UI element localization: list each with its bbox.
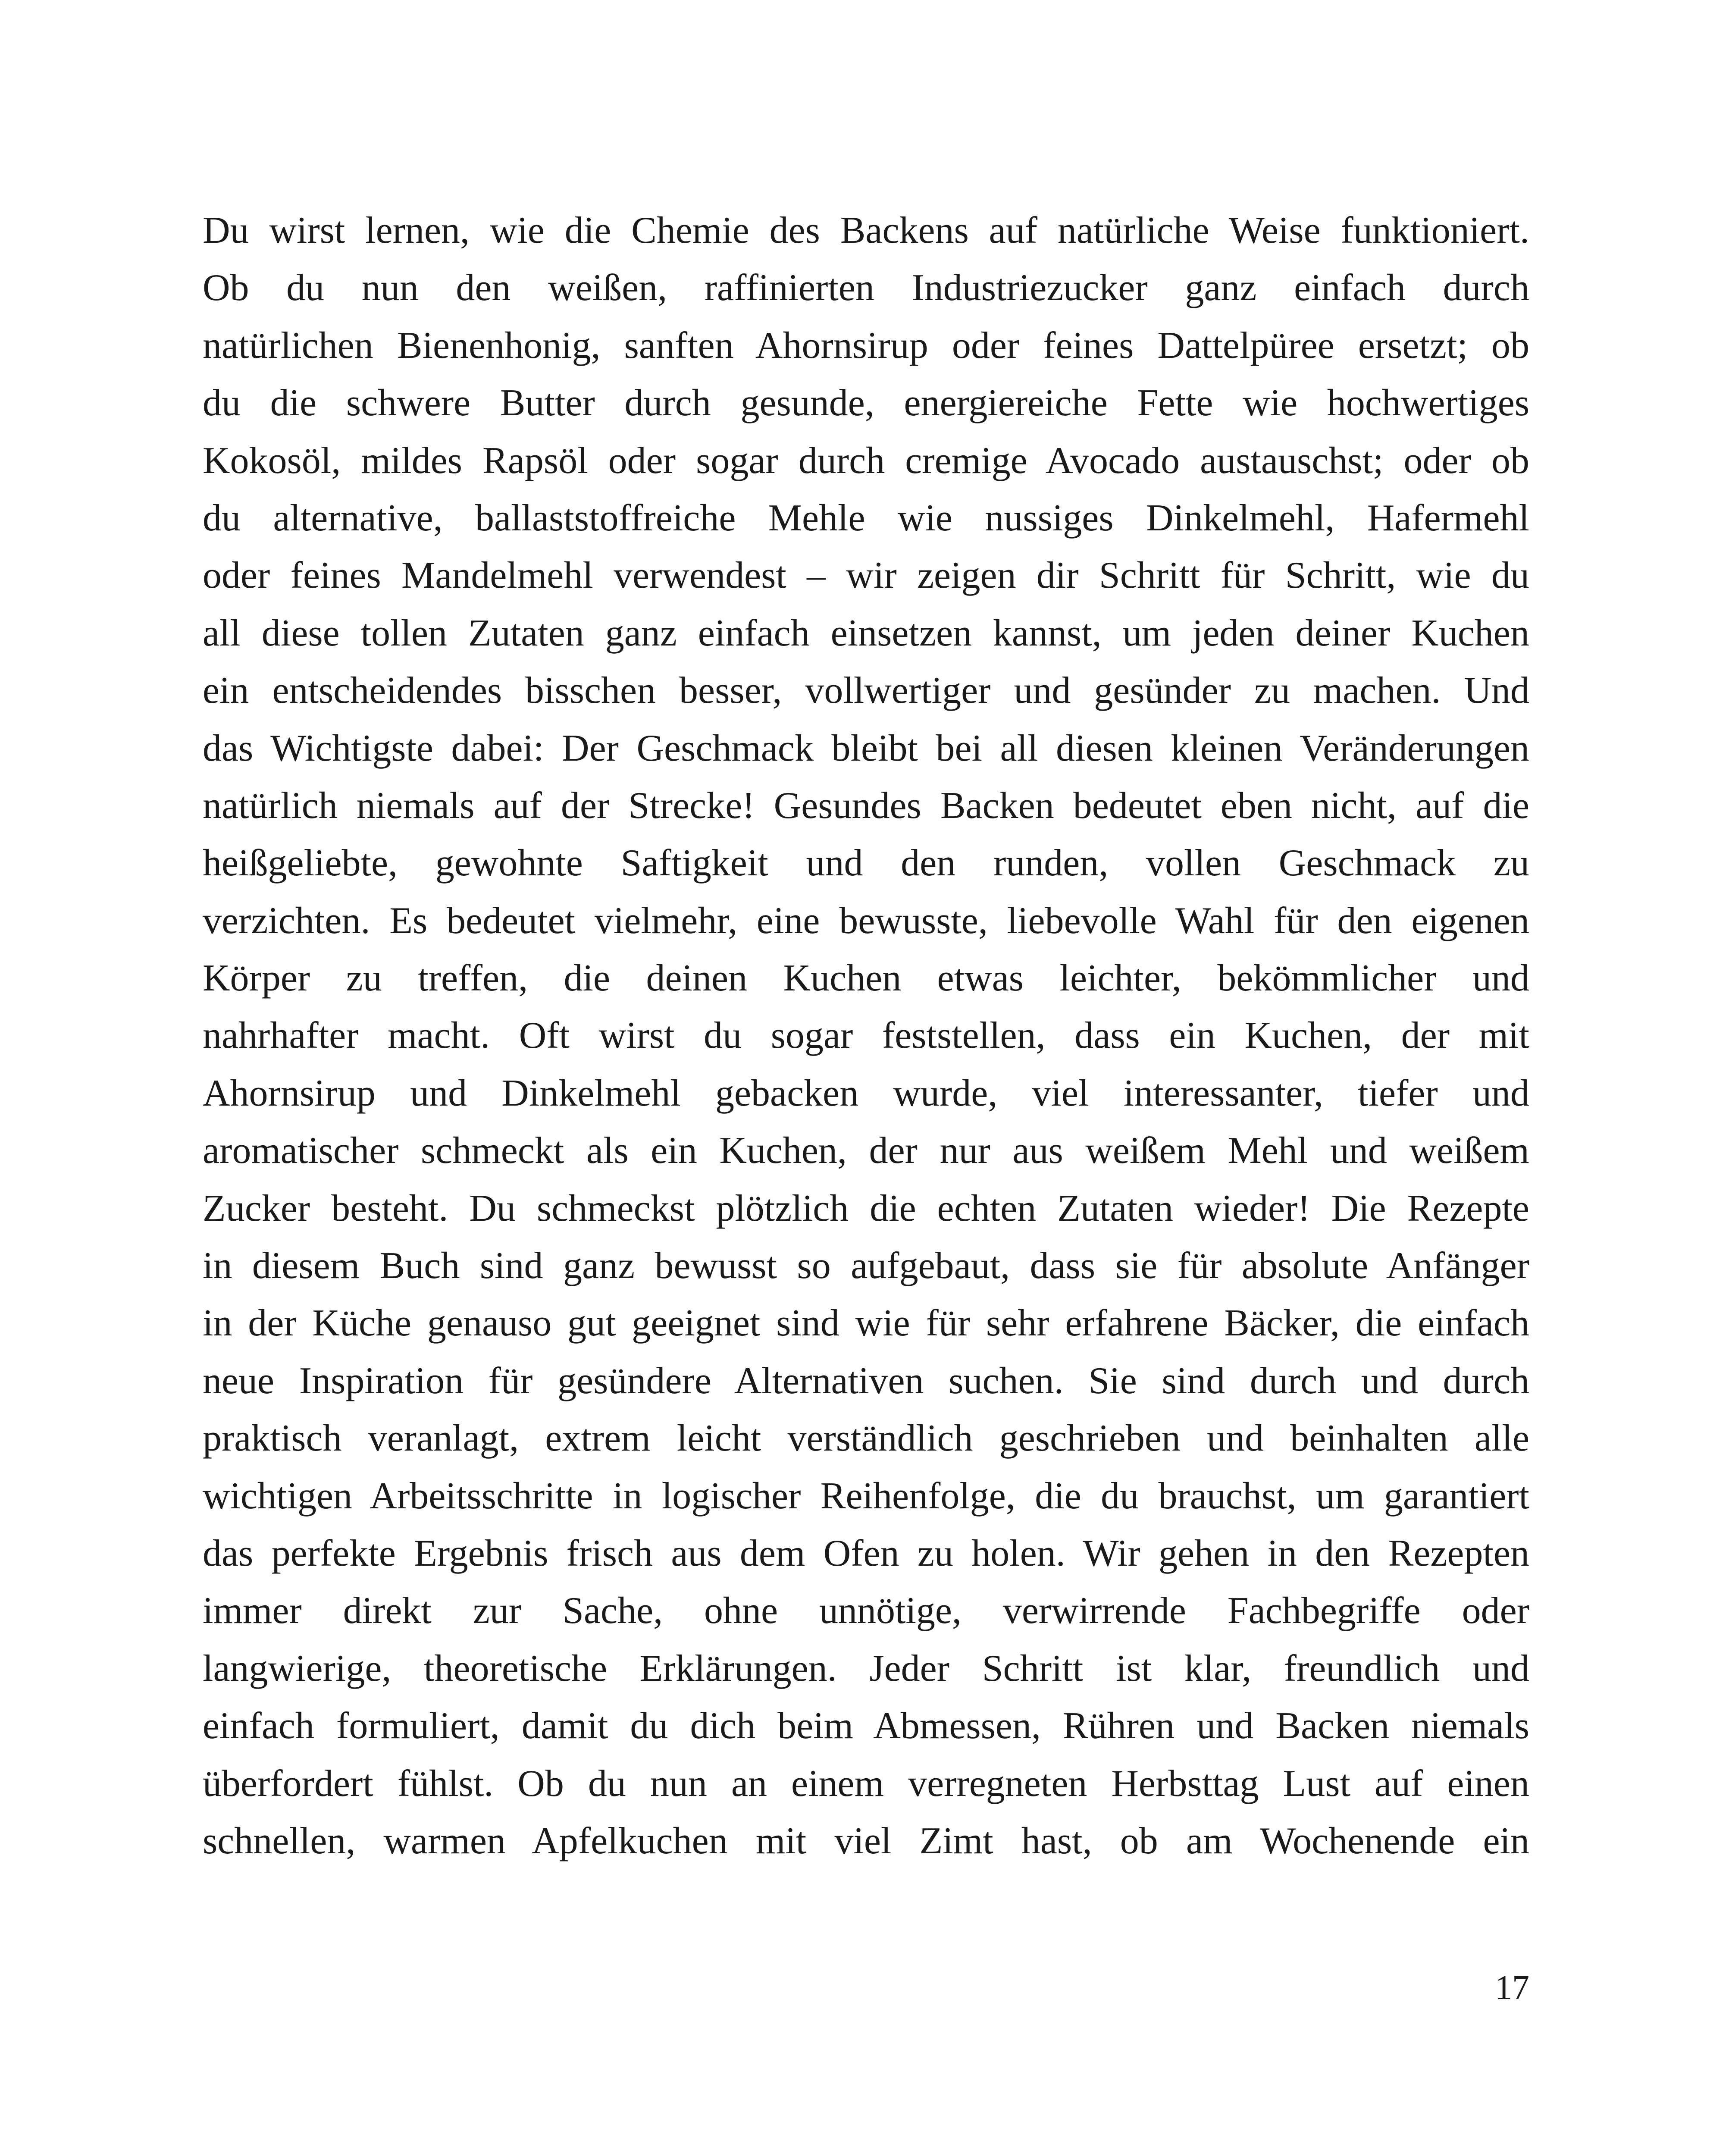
text-line: natürlich niemals auf der Strecke! Gesundes Backen bedeutet eben nicht, auf die [203, 784, 1529, 827]
text-line: oder feines Mandelmehl verwendest – wir zeigen dir Schritt für Schritt, wie du [203, 555, 1529, 597]
text-line: wichtigen Arbeitsschritte in logischer Reihenfolge, die du brauchst, um garantiert [203, 1475, 1529, 1517]
text-line: Kokosöl, mildes Rapsöl oder sogar durch cremige Avocado austauschst; oder ob [203, 439, 1529, 482]
text-line: natürlichen Bienenhonig, sanften Ahornsirup oder feines Dattelpüree ersetzt; ob [203, 324, 1529, 367]
text-line: schnellen, warmen Apfelkuchen mit viel Zimt hast, ob am Wochenende ein [203, 1820, 1529, 1862]
text-line: nahrhafter macht. Oft wirst du sogar feststellen, dass ein Kuchen, der mit [203, 1015, 1529, 1057]
body-text [203, 202, 1529, 1870]
text-line: heißgeliebte, gewohnte Saftigkeit und den runden, vollen Geschmack zu [203, 842, 1529, 884]
text-line: du die schwere Butter durch gesunde, energiereiche Fette wie hochwertiges [203, 382, 1529, 424]
text-line: das Wichtigste dabei: Der Geschmack bleibt bei all diesen kleinen Veränderungen [203, 727, 1529, 769]
text-line: einfach formuliert, damit du dich beim Abmessen, Rühren und Backen niemals [203, 1705, 1529, 1747]
text-line: aromatischer schmeckt als ein Kuchen, der nur aus weißem Mehl und weißem [203, 1130, 1529, 1172]
text-line: das perfekte Ergebnis frisch aus dem Ofen zu holen. Wir gehen in den Rezepten [203, 1532, 1529, 1574]
text-line: in der Küche genauso gut geeignet sind wie für sehr erfahrene Bäcker, die einfach [203, 1302, 1529, 1344]
page-number: 17 [1495, 1969, 1529, 2007]
text-line: überfordert fühlst. Ob du nun an einem verregneten Herbsttag Lust auf einen [203, 1762, 1529, 1805]
text-line: all diese tollen Zutaten ganz einfach einsetzen kannst, um jeden deiner Kuchen [203, 612, 1529, 654]
text-line: Du wirst lernen, wie die Chemie des Backens auf natürliche Weise funktioniert. [203, 210, 1529, 251]
text-line: Körper zu treffen, die deinen Kuchen etwas leichter, bekömmlicher und [203, 957, 1529, 1000]
text-line: langwierige, theoretische Erklärungen. Jeder Schritt ist klar, freundlich und [203, 1647, 1529, 1689]
text-line: ein entscheidendes bisschen besser, vollwertiger und gesünder zu machen. Und [203, 670, 1529, 712]
text-line: Ob du nun den weißen, raffinierten Industriezucker ganz einfach durch [203, 267, 1529, 309]
text-line: du alternative, ballaststoffreiche Mehle wie nussiges Dinkelmehl, Hafermehl [203, 497, 1529, 539]
text-line: immer direkt zur Sache, ohne unnötige, verwirrende Fachbegriffe oder [203, 1590, 1529, 1632]
text-line: Ahornsirup und Dinkelmehl gebacken wurde, viel interessanter, tiefer und [203, 1072, 1529, 1114]
text-line: in diesem Buch sind ganz bewusst so aufgebaut, dass sie für absolute Anfänger [203, 1245, 1529, 1287]
text-line: verzichten. Es bedeutet vielmehr, eine bewusste, liebevolle Wahl für den eigenen [203, 899, 1529, 942]
text-line: Zucker besteht. Du schmeckst plötzlich die echten Zutaten wieder! Die Rezepte [203, 1187, 1529, 1229]
text-line: praktisch veranlagt, extrem leicht verständlich geschrieben und beinhalten alle [203, 1417, 1529, 1460]
text-line: neue Inspiration für gesündere Alternativen suchen. Sie sind durch und durch [203, 1360, 1529, 1402]
